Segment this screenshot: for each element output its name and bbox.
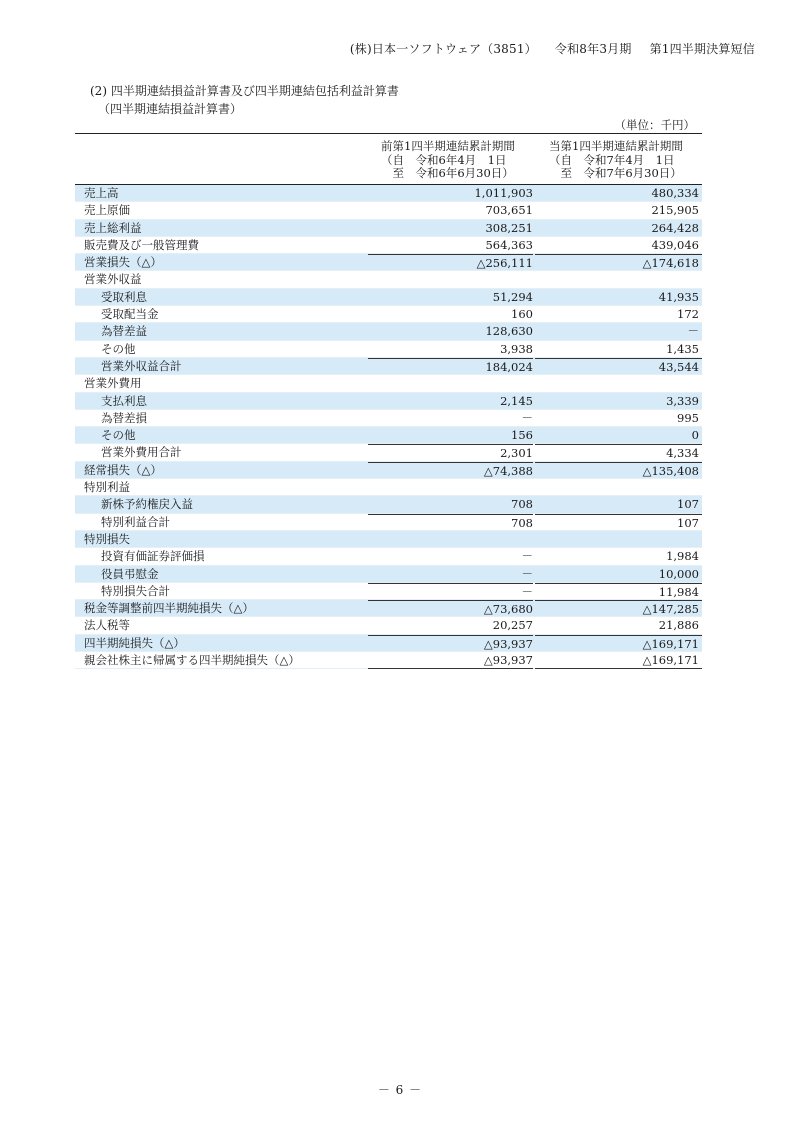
row-label: 為替差損 <box>101 410 147 425</box>
column-header-line: 至 令和7年6月30日） <box>549 166 682 180</box>
prior-period-value: 160 <box>511 307 533 322</box>
prior-period-cell <box>368 514 533 531</box>
current-period-cell <box>535 652 702 669</box>
current-period-value: 107 <box>677 497 699 512</box>
current-period-cell <box>535 514 702 531</box>
prior-period-cell <box>368 254 533 271</box>
table-row <box>75 617 702 634</box>
table-row <box>75 652 702 669</box>
current-period-value: 995 <box>677 410 699 425</box>
prior-period-cell <box>368 375 533 391</box>
prior-period-value: 703,651 <box>485 203 533 218</box>
unit-label: （単位：千円） <box>614 118 695 132</box>
row-label: 営業損失（△） <box>84 255 162 270</box>
prior-period-value: － <box>521 410 533 425</box>
prior-period-value: 2,145 <box>500 393 533 408</box>
row-label: 法人税等 <box>84 618 130 633</box>
company-name: (株)日本一ソフトウェア（3851） <box>349 42 537 56</box>
prior-period-value: 156 <box>511 428 533 443</box>
current-period-value: 1,984 <box>666 549 699 564</box>
row-label: 販売費及び一般管理費 <box>84 237 199 252</box>
prior-period-cell <box>368 583 533 600</box>
row-label: 役員弔慰金 <box>101 566 159 581</box>
row-label: その他 <box>101 341 136 356</box>
table-row <box>75 514 702 531</box>
row-label: 支払利息 <box>101 393 147 408</box>
section-title: (2) 四半期連結損益計算書及び四半期連結包括利益計算書 <box>90 84 399 98</box>
row-label: 受取配当金 <box>101 307 159 322</box>
prior-period-cell <box>368 393 533 409</box>
current-period-cell <box>535 254 702 271</box>
current-period-cell <box>535 427 702 443</box>
row-label: 特別損失合計 <box>101 583 170 598</box>
table-row <box>75 220 702 237</box>
current-period-cell <box>535 393 702 409</box>
table-row <box>75 341 702 358</box>
prior-period-value: 51,294 <box>492 289 533 304</box>
prior-period-cell <box>368 479 533 495</box>
prior-period-value: 708 <box>511 497 533 512</box>
prior-period-cell <box>368 652 533 669</box>
column-header-prior-period <box>381 140 515 181</box>
table-row <box>75 375 702 392</box>
prior-period-value: 564,363 <box>485 237 533 252</box>
current-period-cell <box>535 600 702 617</box>
row-label: 特別損失 <box>84 531 130 546</box>
row-label: 税金等調整前四半期純損失（△） <box>84 601 254 616</box>
current-period-value: 21,886 <box>658 618 699 633</box>
current-period-value: △147,285 <box>642 602 699 617</box>
current-period-cell <box>535 635 702 652</box>
prior-period-cell <box>368 444 533 461</box>
row-label: 営業外収益合計 <box>101 358 182 373</box>
table-body <box>75 185 702 669</box>
current-period-cell <box>535 375 702 391</box>
table-row <box>75 444 702 461</box>
current-period-value: 215,905 <box>651 203 699 218</box>
table-header <box>75 133 702 185</box>
prior-period-cell <box>368 600 533 617</box>
prior-period-cell <box>368 617 533 633</box>
current-period-cell <box>535 185 702 201</box>
current-period-value: 480,334 <box>651 186 699 200</box>
page-number: － 6 － <box>377 1083 423 1097</box>
row-label: 特別利益合計 <box>101 514 170 529</box>
table-row <box>75 254 702 271</box>
column-header-line: 当第1四半期連結累計期間 <box>549 139 683 153</box>
current-period-cell <box>535 496 702 512</box>
current-period-cell <box>535 271 702 287</box>
prior-period-cell <box>368 531 533 547</box>
current-period-cell <box>535 531 702 547</box>
current-period-value: 10,000 <box>658 566 699 581</box>
prior-period-cell <box>368 202 533 218</box>
prior-period-value: 20,257 <box>492 618 533 633</box>
prior-period-value: 3,938 <box>500 341 533 356</box>
table-row <box>75 306 702 323</box>
current-period-value: 172 <box>677 307 699 322</box>
table-row <box>75 583 702 600</box>
current-period-value: △169,171 <box>642 653 699 668</box>
prior-period-cell <box>368 566 533 582</box>
prior-period-value: 128,630 <box>485 324 533 339</box>
current-period-cell <box>535 289 702 305</box>
current-period-cell <box>535 202 702 218</box>
report-title: 第1四半期決算短信 <box>649 42 755 56</box>
row-label: 経常損失（△） <box>84 462 162 477</box>
row-label: 四半期純損失（△） <box>84 635 185 650</box>
row-label: 営業外費用 <box>84 376 142 391</box>
page-header <box>350 40 755 57</box>
prior-period-cell <box>368 306 533 322</box>
table-row <box>75 393 702 410</box>
prior-period-value: － <box>521 566 533 581</box>
prior-period-value: △93,937 <box>483 636 533 651</box>
prior-period-cell <box>368 341 533 357</box>
column-header-line: （自 令和6年4月 1日 <box>381 152 507 167</box>
row-label: 特別利益 <box>84 480 130 495</box>
prior-period-cell <box>368 358 533 375</box>
column-header-line: 至 令和6年6月30日） <box>381 166 514 180</box>
prior-period-cell <box>368 635 533 652</box>
prior-period-cell <box>368 548 533 564</box>
current-period-value: 439,046 <box>651 237 699 252</box>
row-label: 為替差益 <box>101 324 147 339</box>
row-label: 営業外費用合計 <box>101 445 182 460</box>
prior-period-value: △93,937 <box>483 653 533 668</box>
table-row <box>75 479 702 496</box>
table-row <box>75 237 702 254</box>
current-period-cell <box>535 323 702 339</box>
prior-period-cell <box>368 462 533 479</box>
table-row <box>75 185 702 202</box>
current-period-value: 0 <box>691 428 699 443</box>
current-period-cell <box>535 358 702 375</box>
current-period-value: △169,171 <box>642 636 699 651</box>
table-row <box>75 566 702 583</box>
prior-period-value: △73,680 <box>483 602 533 617</box>
current-period-value: △135,408 <box>642 463 699 478</box>
current-period-value: 41,935 <box>658 289 699 304</box>
table-row <box>75 635 702 652</box>
current-period-cell <box>535 548 702 564</box>
current-period-cell <box>535 237 702 253</box>
table-row <box>75 496 702 513</box>
table-row <box>75 323 702 340</box>
column-header-line: （自 令和7年4月 1日 <box>549 152 675 167</box>
prior-period-cell <box>368 237 533 253</box>
prior-period-cell <box>368 185 533 201</box>
prior-period-value: △74,388 <box>483 463 533 478</box>
current-period-cell <box>535 341 702 357</box>
row-label: 売上高 <box>84 186 119 200</box>
current-period-value: △174,618 <box>642 256 699 271</box>
prior-period-cell <box>368 410 533 426</box>
prior-period-cell <box>368 289 533 305</box>
prior-period-value: 1,011,903 <box>474 186 533 200</box>
row-label: 売上総利益 <box>84 220 142 235</box>
current-period-cell <box>535 479 702 495</box>
prior-period-cell <box>368 271 533 287</box>
prior-period-cell <box>368 496 533 512</box>
current-period-cell <box>535 583 702 600</box>
current-period-cell <box>535 566 702 582</box>
current-period-value: 264,428 <box>651 220 699 235</box>
prior-period-value: 708 <box>511 515 533 530</box>
table-row <box>75 202 702 219</box>
current-period-value: 43,544 <box>658 359 699 374</box>
current-period-value: 107 <box>677 515 699 530</box>
current-period-cell <box>535 617 702 633</box>
table-row <box>75 600 702 617</box>
current-period-cell <box>535 306 702 322</box>
current-period-value: 4,334 <box>666 446 699 461</box>
current-period-value: 11,984 <box>658 584 699 599</box>
table-row <box>75 271 702 288</box>
row-label: 新株予約権戻入益 <box>101 497 193 512</box>
table-row <box>75 462 702 479</box>
table-row <box>75 548 702 565</box>
current-period-cell <box>535 444 702 461</box>
current-period-cell <box>535 410 702 426</box>
row-label: 営業外収益 <box>84 272 142 287</box>
row-label: 親会社株主に帰属する四半期純損失（△） <box>84 653 300 668</box>
table-row <box>75 410 702 427</box>
row-label: その他 <box>101 428 136 443</box>
table-row <box>75 531 702 548</box>
column-header-line: 前第1四半期連結累計期間 <box>381 139 515 153</box>
current-period-value: － <box>687 324 699 339</box>
current-period-value: 3,339 <box>666 393 699 408</box>
fiscal-period: 令和8年3月期 <box>554 42 632 56</box>
prior-period-value: － <box>521 549 533 564</box>
current-period-cell <box>535 462 702 479</box>
prior-period-cell <box>368 427 533 443</box>
row-label: 売上原価 <box>84 203 130 218</box>
income-statement-table <box>75 133 702 669</box>
table-row <box>75 427 702 444</box>
table-row <box>75 358 702 375</box>
row-label: 受取利息 <box>101 289 147 304</box>
prior-period-value: 184,024 <box>485 359 533 374</box>
current-period-value: 1,435 <box>666 341 699 356</box>
prior-period-value: 308,251 <box>485 220 533 235</box>
subsection-title: （四半期連結損益計算書） <box>98 102 243 116</box>
prior-period-value: － <box>521 584 533 599</box>
prior-period-value: 2,301 <box>500 446 533 461</box>
table-row <box>75 289 702 306</box>
prior-period-cell <box>368 323 533 339</box>
column-header-current-period <box>549 140 683 181</box>
prior-period-cell <box>368 220 533 236</box>
current-period-cell <box>535 220 702 236</box>
prior-period-value: △256,111 <box>476 256 533 271</box>
row-label: 投資有価証券評価損 <box>101 549 205 564</box>
